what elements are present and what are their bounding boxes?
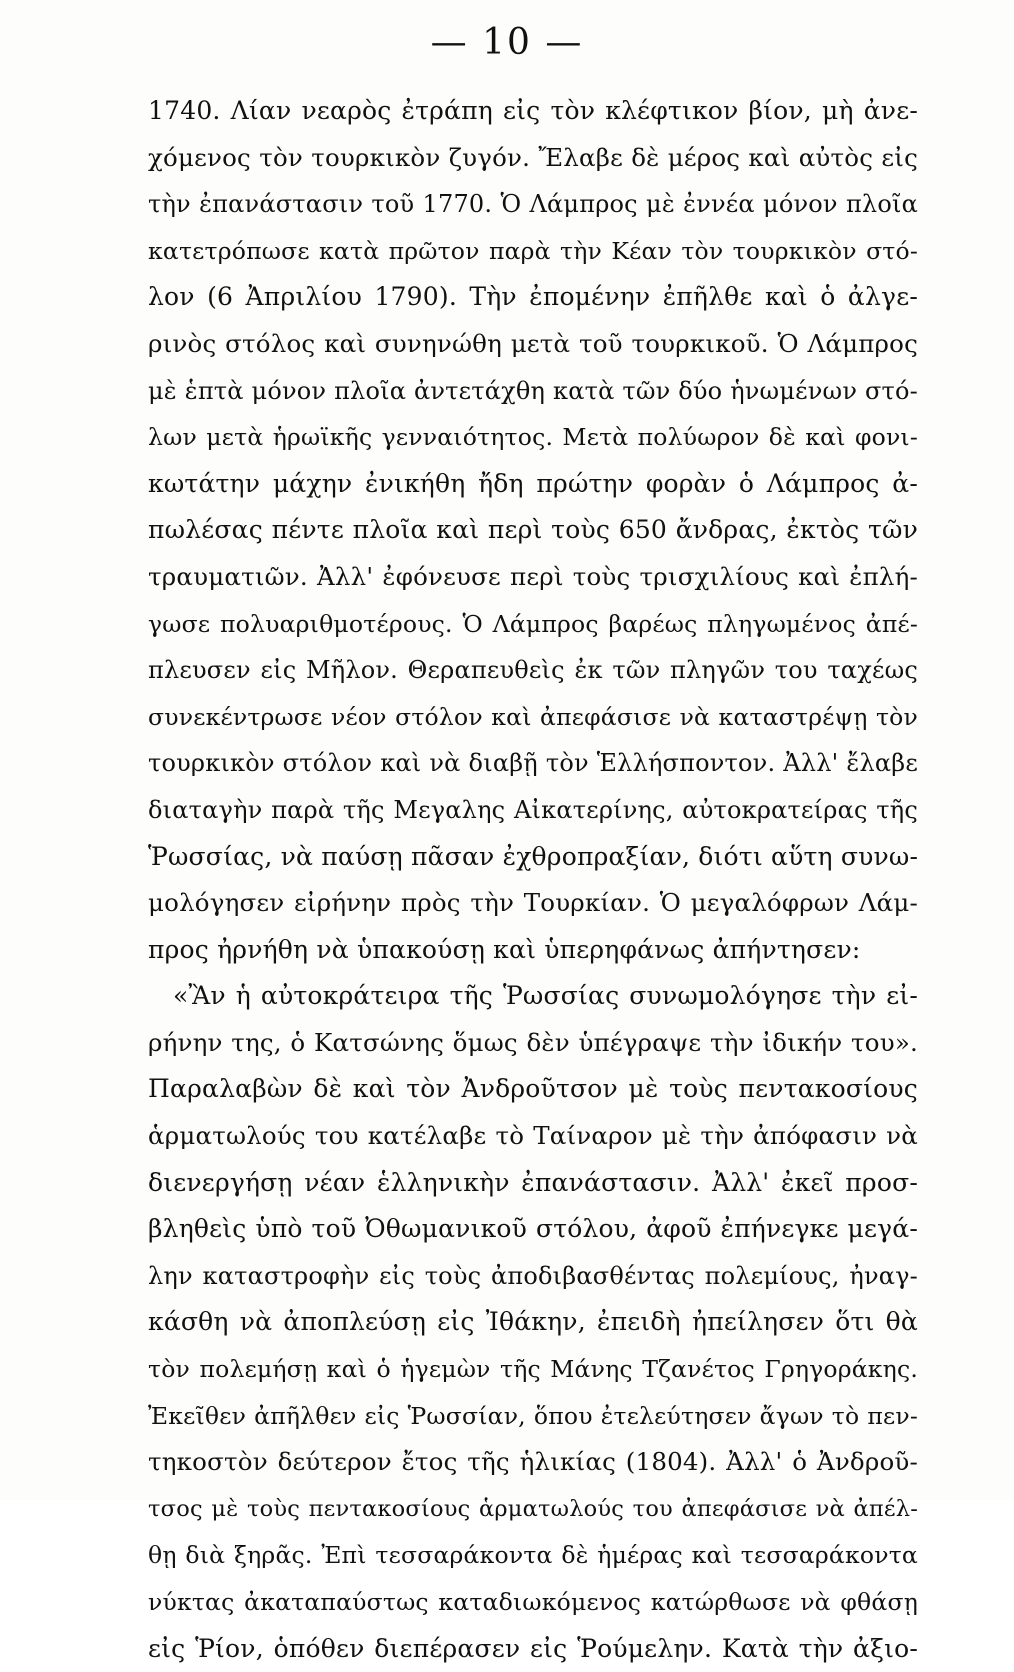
text-line: λον (6 Ἀπριλίου 1790). Τὴν ἐπομένην ἐπῆλθε καὶ ὁ ἀλγε-: [148, 282, 918, 312]
text-line: 1740. Λίαν νεαρὸς ἐτράπη εἰς τὸν κλέφτικον βίον, μὴ ἀνε-: [148, 96, 918, 125]
text-line: εἰς Ῥίον, ὁπόθεν διεπέρασεν εἰς Ῥούμελην. Κατὰ τὴν ἀξιο-: [148, 1633, 918, 1663]
quote-line: «Ἂν ἡ αὐτοκράτειρα τῆς Ῥωσσίας συνωμολόγησε τὴν εἰ-: [173, 981, 918, 1011]
page-number: — 10 —: [430, 22, 584, 63]
text-line: Ἐκεῖθεν ἀπῆλθεν εἰς Ῥωσσίαν, ὅπου ἐτελεύτησεν ἄγων τὸ πεν-: [148, 1401, 918, 1430]
text-line: διαταγὴν παρὰ τῆς Μεγαλης Αἰκατερίνης, αὐτοκρατείρας τῆς: [148, 795, 918, 824]
text-line: Παραλαβὼν δὲ καὶ τὸν Ἀνδροῦτσον μὲ τοὺς πεντακοσίους: [148, 1074, 918, 1104]
text-line: θῃ διὰ ξηρᾶς. Ἐπὶ τεσσαράκοντα δὲ ἡμέρας καὶ τεσσαράκοντα: [148, 1541, 918, 1570]
text-line: κάσθη νὰ ἀποπλεύσῃ εἰς Ἰθάκην, ἐπειδὴ ἠπείλησεν ὅτι θὰ: [148, 1307, 918, 1337]
text-line: τραυματιῶν. Ἀλλ' ἐφόνευσε περὶ τοὺς τρισχιλίους καὶ ἐπλή-: [148, 561, 918, 591]
text-line: τουρκικὸν στόλον καὶ νὰ διαβῇ τὸν Ἑλλήσποντον. Ἀλλ' ἔλαβε: [148, 749, 918, 778]
text-line: μολόγησεν εἰρήνην πρὸς τὴν Τουρκίαν. Ὁ μεγαλόφρων Λάμ-: [148, 888, 918, 918]
text-line: γωσε πολυαριθμοτέρους. Ὁ Λάμπρος βαρέως πληγωμένος ἀπέ-: [148, 609, 918, 638]
text-line: ρινὸς στόλος καὶ συνηνώθη μετὰ τοῦ τουρκικοῦ. Ὁ Λάμπρος: [148, 328, 918, 358]
text-line: Ῥωσσίας, νὰ παύσῃ πᾶσαν ἐχθροπραξίαν, διότι αὕτη συνω-: [148, 841, 919, 871]
text-line: νύκτας ἀκαταπαύστως καταδιωκόμενος κατώρθωσε νὰ φθάσῃ: [148, 1588, 918, 1616]
text-line: μὲ ἑπτὰ μόνον πλοῖα ἀντετάχθη κατὰ τῶν δύο ἡνωμένων στό-: [148, 376, 918, 405]
text-line: τηκοστὸν δεύτερον ἔτος τῆς ἡλικίας (1804). Ἀλλ' ὁ Ἀνδροῦ-: [148, 1447, 918, 1477]
text-line: συνεκέντρωσε νέον στόλον καὶ ἀπεφάσισε νὰ καταστρέψῃ τὸν: [148, 702, 918, 731]
text-line: βληθεὶς ὑπὸ τοῦ Ὀθωμανικοῦ στόλου, ἀφοῦ ἐπήνεγκε μεγά-: [148, 1214, 918, 1244]
text-line: πλευσεν εἰς Μῆλον. Θεραπευθεὶς ἐκ τῶν πληγῶν του ταχέως: [148, 656, 918, 685]
quote-line: ρήνην της, ὁ Κατσώνης ὅμως δὲν ὑπέγραψε τὴν ἰδικήν του».: [148, 1027, 918, 1057]
text-line: πωλέσας πέντε πλοῖα καὶ περὶ τοὺς 650 ἄνδρας, ἐκτὸς τῶν: [148, 515, 918, 545]
text-line: λην καταστροφὴν εἰς τοὺς ἀποδιβασθέντας πολεμίους, ἠναγ-: [148, 1261, 918, 1290]
text-line: χόμενος τὸν τουρκικὸν ζυγόν. Ἔλαβε δὲ μέρος καὶ αὐτὸς εἰς: [148, 142, 918, 172]
text-line: κωτάτην μάχην ἐνικήθη ἤδη πρώτην φορὰν ὁ Λάμπρος ἀ-: [148, 468, 918, 498]
text-line: λων μετὰ ἡρωϊκῆς γενναιότητος. Μετὰ πολύωρον δὲ καὶ φονι-: [148, 423, 918, 452]
text-line: τσος μὲ τοὺς πεντακοσίους ἁρματωλούς του ἀπεφάσισε νὰ ἀπέλ-: [148, 1495, 918, 1522]
text-line: ἁρματωλούς του κατέλαβε τὸ Ταίναρον μὲ τὴν ἀπόφασιν νὰ: [148, 1121, 918, 1151]
text-line: διενεργήσῃ νέαν ἑλληνικὴν ἐπανάστασιν. Ἀλλ' ἐκεῖ προσ-: [148, 1167, 918, 1197]
body-text: [148, 88, 918, 1672]
text-line: κατετρόπωσε κατὰ πρῶτον παρὰ τὴν Κέαν τὸν τουρκικὸν στό-: [148, 236, 918, 265]
text-line: τὴν ἐπανάστασιν τοῦ 1770. Ὁ Λάμπρος μὲ ἐννέα μόνον πλοῖα: [148, 190, 918, 219]
text-line: προς ἠρνήθη νὰ ὑπακούσῃ καὶ ὑπερηφάνως ἀπήντησεν:: [148, 934, 861, 964]
text-line: τὸν πολεμήσῃ καὶ ὁ ἡγεμὼν τῆς Μάνης Τζανέτος Γρηγοράκης.: [148, 1355, 918, 1384]
